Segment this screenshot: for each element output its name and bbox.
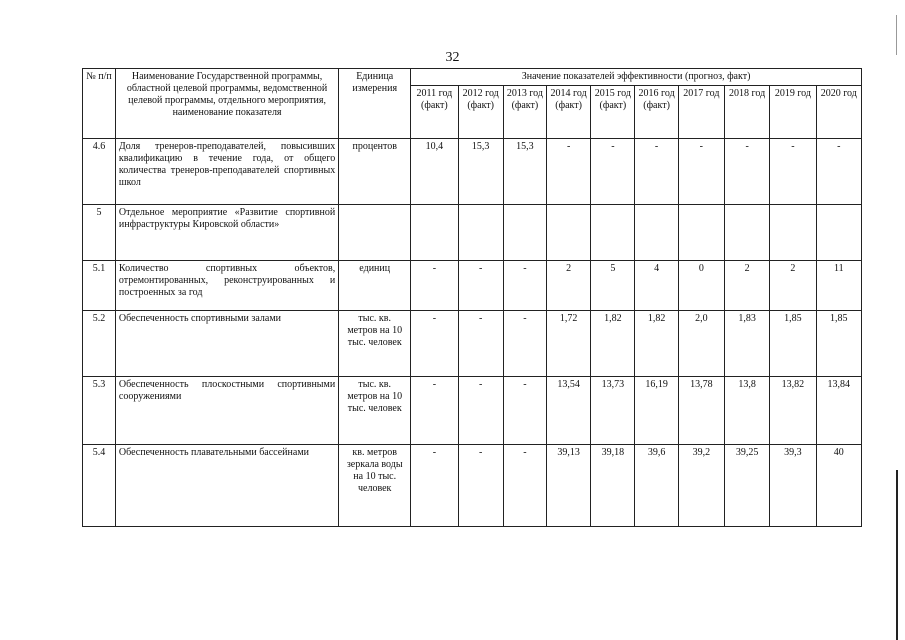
header-row-1 — [83, 69, 862, 86]
value-cell: 1,82 — [635, 311, 678, 377]
indicator-unit: тыс. кв. метров на 10 тыс. человек — [339, 377, 411, 445]
value-cell: - — [678, 139, 724, 205]
value-cell: 39,18 — [591, 445, 635, 527]
value-cell: 39,3 — [770, 445, 816, 527]
value-cell: 13,8 — [724, 377, 769, 445]
indicator-name: Количество спортивных объектов, отремонтированных, реконструированных и построенных за год — [115, 261, 338, 311]
value-cell: 40 — [816, 445, 861, 527]
value-cell: - — [635, 139, 678, 205]
value-cell: 2,0 — [678, 311, 724, 377]
row-number: 5.4 — [83, 445, 116, 527]
value-cell: - — [591, 139, 635, 205]
value-cell: 39,2 — [678, 445, 724, 527]
value-cell — [547, 205, 591, 261]
header-year-3: 2014 год (факт) — [547, 86, 591, 139]
header-num: № п/п — [83, 69, 116, 139]
value-cell: - — [411, 377, 458, 445]
table-row — [83, 205, 862, 261]
value-cell: 1,72 — [547, 311, 591, 377]
indicator-unit — [339, 205, 411, 261]
value-cell: 39,13 — [547, 445, 591, 527]
value-cell — [770, 205, 816, 261]
page-number: 32 — [445, 50, 460, 65]
value-cell: - — [503, 261, 546, 311]
header-year-0: 2011 год (факт) — [411, 86, 458, 139]
value-cell — [678, 205, 724, 261]
value-cell: - — [411, 445, 458, 527]
value-cell — [816, 205, 861, 261]
value-cell: - — [503, 445, 546, 527]
value-cell — [411, 205, 458, 261]
value-cell: 1,85 — [770, 311, 816, 377]
value-cell: 10,4 — [411, 139, 458, 205]
value-cell — [635, 205, 678, 261]
value-cell: 13,84 — [816, 377, 861, 445]
row-number: 5.1 — [83, 261, 116, 311]
value-cell: 16,19 — [635, 377, 678, 445]
value-cell: - — [458, 261, 503, 311]
row-number: 4.6 — [83, 139, 116, 205]
row-number: 5 — [83, 205, 116, 261]
value-cell: - — [458, 377, 503, 445]
value-cell: 13,54 — [547, 377, 591, 445]
value-cell: 2 — [547, 261, 591, 311]
value-cell: 13,82 — [770, 377, 816, 445]
value-cell: 4 — [635, 261, 678, 311]
value-cell: 39,6 — [635, 445, 678, 527]
table-row — [83, 261, 862, 311]
value-cell: 2 — [724, 261, 769, 311]
header-unit: Единица измерения — [339, 69, 411, 139]
row-number: 5.3 — [83, 377, 116, 445]
table-row — [83, 139, 862, 205]
value-cell: 1,83 — [724, 311, 769, 377]
header-year-7: 2018 год — [724, 86, 769, 139]
value-cell: 15,3 — [458, 139, 503, 205]
value-cell: 5 — [591, 261, 635, 311]
indicator-name: Обеспеченность плавательными бассейнами — [115, 445, 338, 527]
indicators-table — [82, 68, 862, 527]
value-cell: - — [458, 445, 503, 527]
header-year-1: 2012 год (факт) — [458, 86, 503, 139]
header-year-2: 2013 год (факт) — [503, 86, 546, 139]
value-cell: - — [816, 139, 861, 205]
value-cell: - — [503, 311, 546, 377]
value-cell — [458, 205, 503, 261]
table-row — [83, 445, 862, 527]
value-cell — [724, 205, 769, 261]
value-cell: - — [411, 311, 458, 377]
scan-edge-mark-top — [896, 15, 897, 55]
indicator-name: Обеспеченность плоскостными спортивными сооружениями — [115, 377, 338, 445]
value-cell: 13,73 — [591, 377, 635, 445]
value-cell: 0 — [678, 261, 724, 311]
value-cell: - — [411, 261, 458, 311]
value-cell: 1,82 — [591, 311, 635, 377]
indicator-name: Обеспеченность спортивными залами — [115, 311, 338, 377]
value-cell: 1,85 — [816, 311, 861, 377]
header-year-9: 2020 год — [816, 86, 861, 139]
header-year-5: 2016 год (факт) — [635, 86, 678, 139]
header-year-8: 2019 год — [770, 86, 816, 139]
table-row — [83, 377, 862, 445]
value-cell: - — [503, 377, 546, 445]
value-cell: 39,25 — [724, 445, 769, 527]
header-values: Значение показателей эффективности (прогноз, факт) — [411, 69, 862, 86]
indicator-name: Отдельное мероприятие «Развитие спортивной инфраструктуры Кировской области» — [115, 205, 338, 261]
value-cell: - — [547, 139, 591, 205]
scan-edge-mark-right — [896, 470, 898, 640]
indicator-unit: процентов — [339, 139, 411, 205]
value-cell: 13,78 — [678, 377, 724, 445]
indicator-unit: кв. метров зеркала воды на 10 тыс. человек — [339, 445, 411, 527]
indicator-unit: единиц — [339, 261, 411, 311]
value-cell: - — [770, 139, 816, 205]
header-name: Наименование Государственной программы, областной целевой программы, ведомственной целевой программы, отдельного мероприятия, наименование показателя — [115, 69, 338, 139]
indicator-name: Доля тренеров-преподавателей, повысивших квалификацию в течение года, от общего количества тренеров-преподавателей спортивных школ — [115, 139, 338, 205]
row-number: 5.2 — [83, 311, 116, 377]
value-cell: 15,3 — [503, 139, 546, 205]
value-cell: - — [724, 139, 769, 205]
indicator-unit: тыс. кв. метров на 10 тыс. человек — [339, 311, 411, 377]
value-cell: 11 — [816, 261, 861, 311]
value-cell: - — [458, 311, 503, 377]
value-cell — [503, 205, 546, 261]
table-body — [83, 139, 862, 527]
value-cell: 2 — [770, 261, 816, 311]
value-cell — [591, 205, 635, 261]
header-year-6: 2017 год — [678, 86, 724, 139]
header-year-4: 2015 год (факт) — [591, 86, 635, 139]
table-row — [83, 311, 862, 377]
